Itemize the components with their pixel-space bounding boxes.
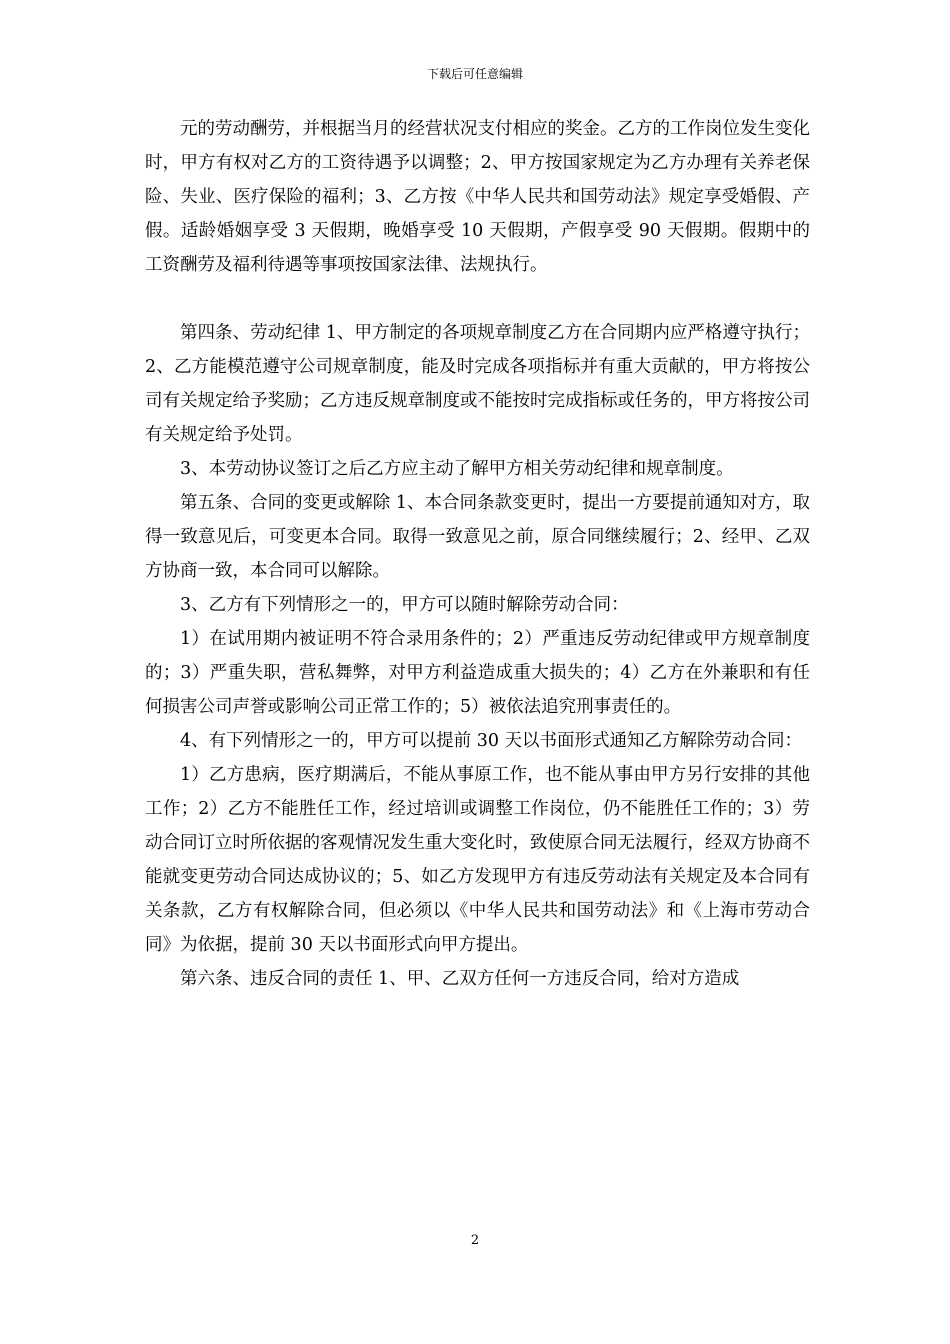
paragraph-termination-3: 3、乙方有下列情形之一的，甲方可以随时解除劳动合同： (180, 595, 629, 615)
paragraph-article-4: 第四条、劳动纪律 1、甲方制定的各项规章制度乙方在合同期内应严格遵守执行；2、乙方能模范遵守公司规章制度，能及时完成各项指标并有重大贡献的，甲方将按公司有关规定给予奖励；乙方违反规章制度或不能按时完成指标或任务的，甲方将按公司有关规定给予处罚。 (145, 323, 810, 445)
paragraph-gap (145, 282, 810, 316)
paragraph-article-5: 第五条、合同的变更或解除 1、本合同条款变更时，提出一方要提前通知对方，取得一致意见后，可变更本合同。取得一致意见之前，原合同继续履行；2、经甲、乙双方协商一致，本合同可以解除。 (145, 493, 810, 581)
page-header: 下载后可任意编辑 (426, 67, 523, 81)
paragraph-discipline-3: 3、本劳动协议签订之后乙方应主动了解甲方相关劳动纪律和规章制度。 (180, 459, 734, 479)
page-number: 2 (470, 1233, 480, 1248)
paragraph-salary-benefits: 元的劳动酬劳，并根据当月的经营状况支付相应的奖金。乙方的工作岗位发生变化时，甲方有权对乙方的工资待遇予以调整；2、甲方按国家规定为乙方办理有关养老保险、失业、医疗保险的福利；3、乙方按《中华人民共和国劳动法》规定享受婚假、产假。适龄婚姻享受 3 天假期，晚婚享受 10 天假期，产假享受 90 天假期。假期中的工资酬劳及福利待遇等事项按国家法律、法规执行。 (145, 119, 810, 275)
paragraph-article-6: 第六条、违反合同的责任 1、甲、乙双方任何一方违反合同，给对方造成 (180, 969, 740, 989)
document-body (145, 112, 810, 996)
paragraph-termination-4: 4、有下列情形之一的，甲方可以提前 30 天以书面形式通知乙方解除劳动合同： (180, 731, 803, 751)
paragraph-termination-4-items: 1）乙方患病，医疗期满后，不能从事原工作，也不能从事由甲方另行安排的其他工作；2）乙方不能胜任工作，经过培训或调整工作岗位，仍不能胜任工作的；3）劳动合同订立时所依据的客观情况发生重大变化时，致使原合同无法履行，经双方协商不能就变更劳动合同达成协议的；5、如乙方发现甲方有违反劳动法有关规定及本合同有关条款，乙方有权解除合同，但必须以《中华人民共和国劳动法》和《上海市劳动合同》为依据，提前 30 天以书面形式向甲方提出。 (145, 765, 810, 955)
paragraph-termination-3-items: 1）在试用期内被证明不符合录用条件的；2）严重违反劳动纪律或甲方规章制度的；3）严重失职，营私舞弊，对甲方利益造成重大损失的；4）乙方在外兼职和有任何损害公司声誉或影响公司正常工作的；5）被依法追究刑事责任的。 (145, 629, 810, 717)
